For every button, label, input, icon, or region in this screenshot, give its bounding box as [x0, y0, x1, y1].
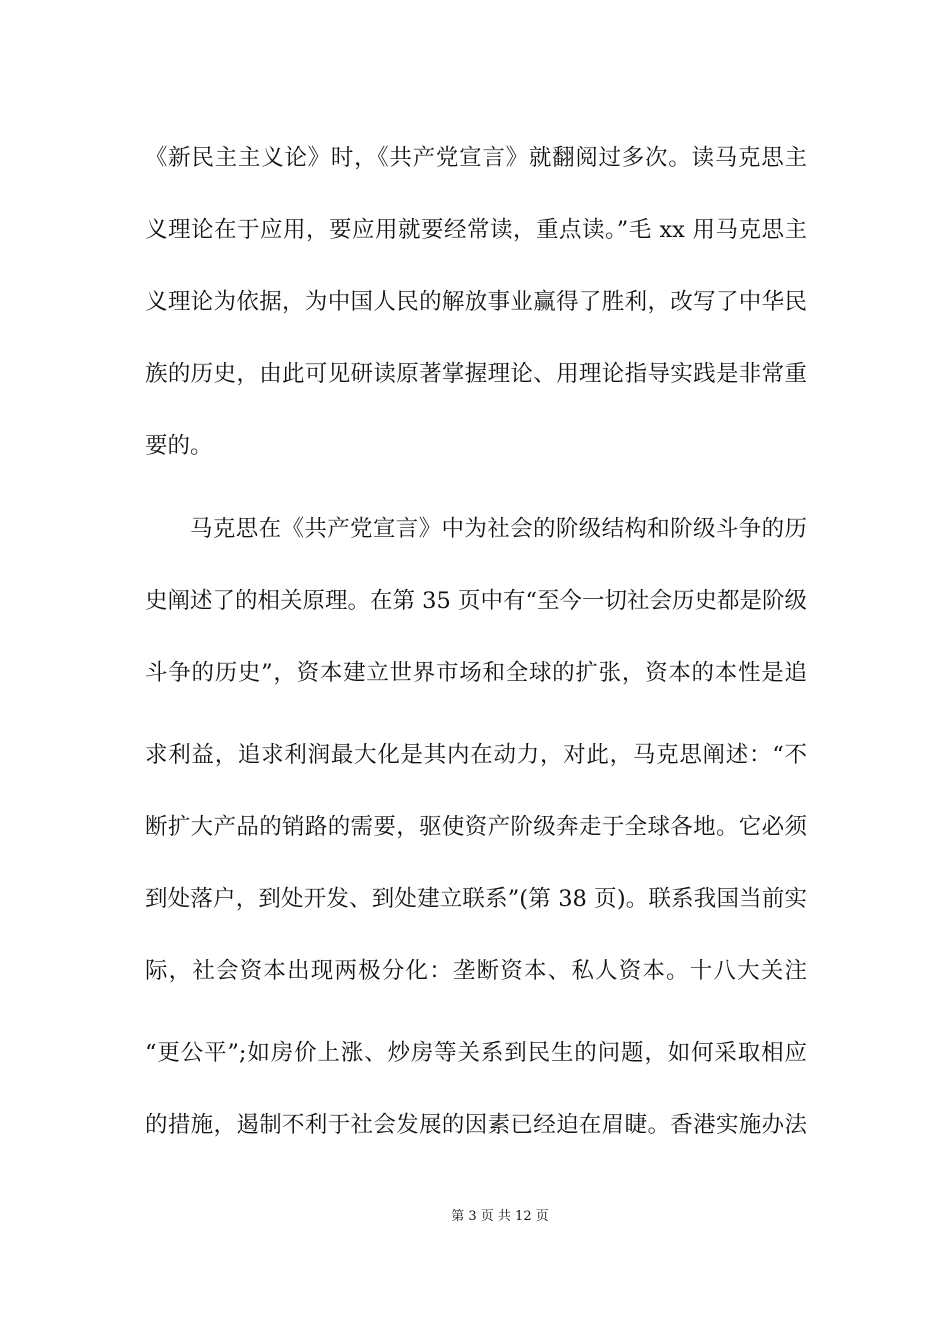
page-number-footer: 第 3 页 共 12 页	[451, 1209, 549, 1224]
body-text-line: 斗争的历史”，资本建立世界市场和全球的扩张，资本的本性是追	[145, 660, 807, 686]
body-text-line: 的措施，遏制不利于社会发展的因素已经迫在眉睫。香港实施办法	[145, 1112, 807, 1138]
body-text-line: 断扩大产品的销路的需要，驱使资产阶级奔走于全球各地。它必须	[145, 814, 807, 840]
body-text-line: 求利益，追求利润最大化是其内在动力，对此，马克思阐述：“不	[145, 742, 807, 768]
body-text-line: 义理论在于应用，要应用就要经常读，重点读。”毛 xx 用马克思主	[145, 217, 807, 243]
body-text-line: “更公平”;如房价上涨、炒房等关系到民生的问题，如何采取相应	[145, 1040, 807, 1066]
body-text-line: 《新民主主义论》时，《共产党宣言》就翻阅过多次。读马克思主	[145, 145, 807, 171]
paragraph-first-line: 马克思在《共产党宣言》中为社会的阶级结构和阶级斗争的历	[190, 516, 807, 542]
body-text-line: 要的。	[145, 433, 213, 459]
body-text-line: 义理论为依据，为中国人民的解放事业赢得了胜利，改写了中华民	[145, 289, 807, 315]
body-text-line: 际，社会资本出现两极分化：垄断资本、私人资本。十八大关注	[145, 958, 807, 984]
body-text-line: 史阐述了的相关原理。在第 35 页中有“至今一切社会历史都是阶级	[145, 588, 807, 614]
body-text-line: 族的历史，由此可见研读原著掌握理论、用理论指导实践是非常重	[145, 361, 807, 387]
body-text-line: 到处落户，到处开发、到处建立联系”(第 38 页)。联系我国当前实	[145, 886, 807, 912]
